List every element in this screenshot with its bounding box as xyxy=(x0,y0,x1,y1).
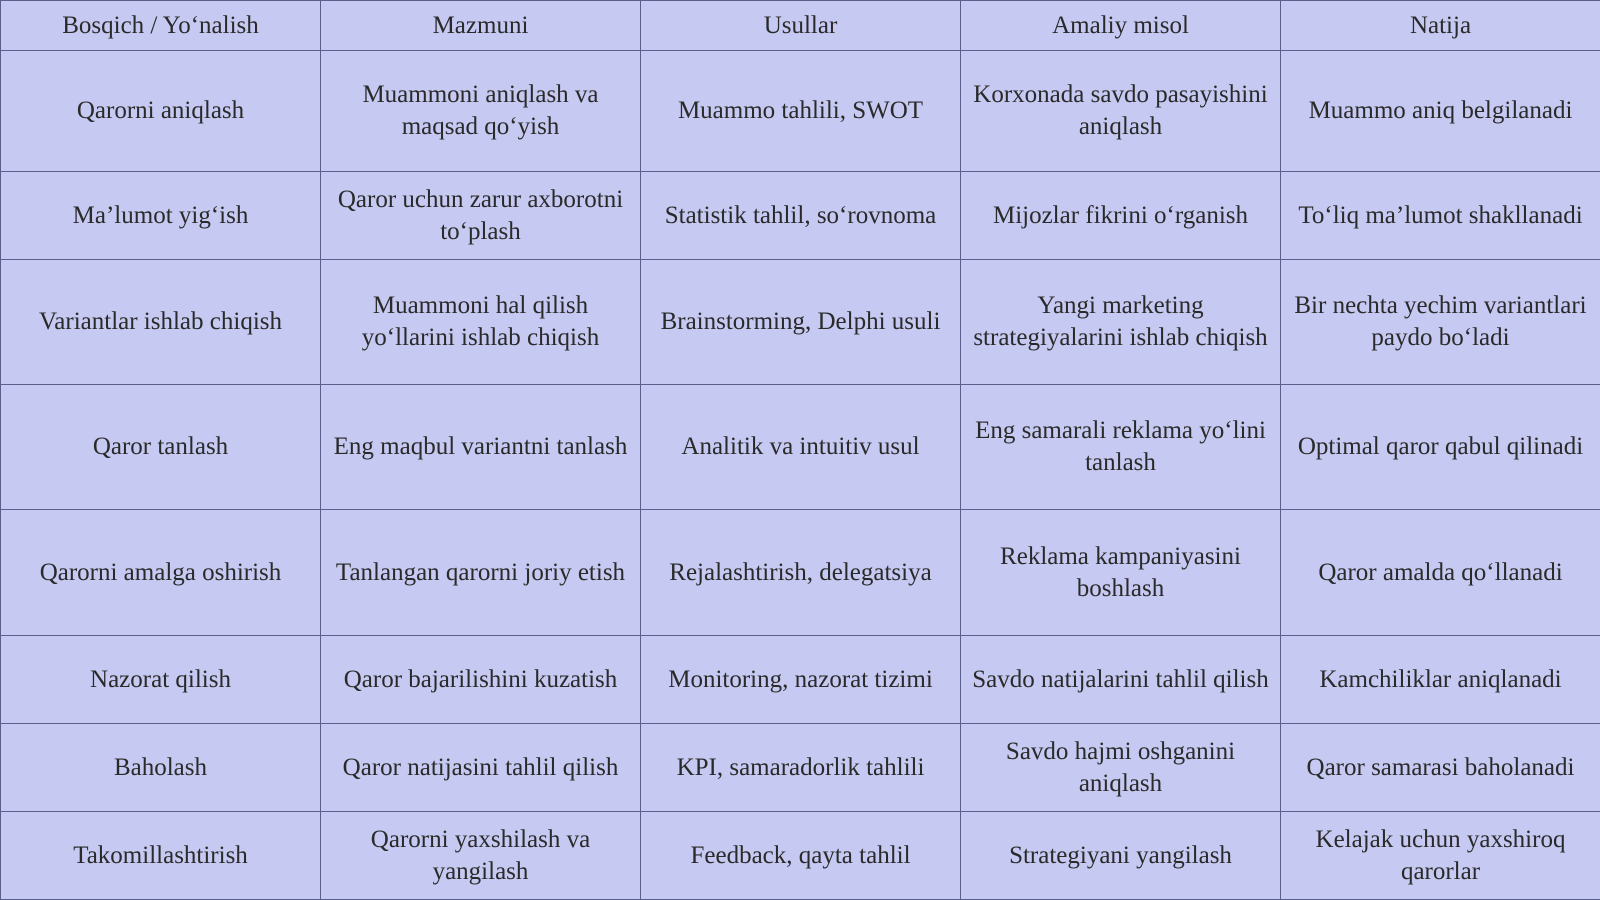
cell-stage: Ma’lumot yig‘ish xyxy=(1,172,321,260)
cell-example: Savdo natijalarini tahlil qilish xyxy=(961,636,1281,724)
cell-content: Muammoni aniqlash va maqsad qo‘yish xyxy=(321,51,641,172)
table-row xyxy=(1,385,1600,510)
cell-stage: Nazorat qilish xyxy=(1,636,321,724)
cell-methods: Muammo tahlili, SWOT xyxy=(641,51,961,172)
cell-content: Qaror uchun zarur axborotni to‘plash xyxy=(321,172,641,260)
table-row xyxy=(1,260,1600,385)
cell-content: Qarorni yaxshilash va yangilash xyxy=(321,812,641,900)
cell-methods: Analitik va intuitiv usul xyxy=(641,385,961,510)
table-row xyxy=(1,510,1600,636)
header-row xyxy=(1,1,1600,51)
cell-methods: Feedback, qayta tahlil xyxy=(641,812,961,900)
cell-stage: Qarorni amalga oshirish xyxy=(1,510,321,636)
table-header xyxy=(1,1,1600,51)
cell-stage: Qaror tanlash xyxy=(1,385,321,510)
table-row xyxy=(1,636,1600,724)
cell-result: To‘liq ma’lumot shakllanadi xyxy=(1281,172,1600,260)
table-body xyxy=(1,51,1600,900)
cell-content: Qaror bajarilishini kuzatish xyxy=(321,636,641,724)
cell-example: Savdo hajmi oshganini aniqlash xyxy=(961,724,1281,812)
cell-content: Muammoni hal qilish yo‘llarini ishlab chiqish xyxy=(321,260,641,385)
cell-content: Tanlangan qarorni joriy etish xyxy=(321,510,641,636)
cell-methods: Statistik tahlil, so‘rovnoma xyxy=(641,172,961,260)
table-row xyxy=(1,172,1600,260)
cell-result: Optimal qaror qabul qilinadi xyxy=(1281,385,1600,510)
cell-content: Qaror natijasini tahlil qilish xyxy=(321,724,641,812)
cell-methods: Monitoring, nazorat tizimi xyxy=(641,636,961,724)
cell-stage: Takomillashtirish xyxy=(1,812,321,900)
cell-example: Yangi marketing strategiyalarini ishlab chiqish xyxy=(961,260,1281,385)
cell-result: Kamchiliklar aniqlanadi xyxy=(1281,636,1600,724)
cell-stage: Baholash xyxy=(1,724,321,812)
header-stage: Bosqich / Yo‘nalish xyxy=(1,1,321,51)
cell-example: Strategiyani yangilash xyxy=(961,812,1281,900)
header-result: Natija xyxy=(1281,1,1600,51)
cell-methods: Rejalashtirish, delegatsiya xyxy=(641,510,961,636)
cell-example: Mijozlar fikrini o‘rganish xyxy=(961,172,1281,260)
cell-example: Korxonada savdo pasayishini aniqlash xyxy=(961,51,1281,172)
cell-methods: Brainstorming, Delphi usuli xyxy=(641,260,961,385)
cell-content: Eng maqbul variantni tanlash xyxy=(321,385,641,510)
cell-result: Qaror samarasi baholanadi xyxy=(1281,724,1600,812)
cell-example: Eng samarali reklama yo‘lini tanlash xyxy=(961,385,1281,510)
header-content: Mazmuni xyxy=(321,1,641,51)
cell-result: Qaror amalda qo‘llanadi xyxy=(1281,510,1600,636)
table-row xyxy=(1,812,1600,900)
header-example: Amaliy misol xyxy=(961,1,1281,51)
cell-stage: Qarorni aniqlash xyxy=(1,51,321,172)
cell-result: Kelajak uchun yaxshiroq qarorlar xyxy=(1281,812,1600,900)
table-row xyxy=(1,724,1600,812)
cell-example: Reklama kampaniyasini boshlash xyxy=(961,510,1281,636)
cell-result: Bir nechta yechim variantlari paydo bo‘ladi xyxy=(1281,260,1600,385)
cell-stage: Variantlar ishlab chiqish xyxy=(1,260,321,385)
header-methods: Usullar xyxy=(641,1,961,51)
table-row xyxy=(1,51,1600,172)
cell-methods: KPI, samaradorlik tahlili xyxy=(641,724,961,812)
cell-result: Muammo aniq belgilanadi xyxy=(1281,51,1600,172)
